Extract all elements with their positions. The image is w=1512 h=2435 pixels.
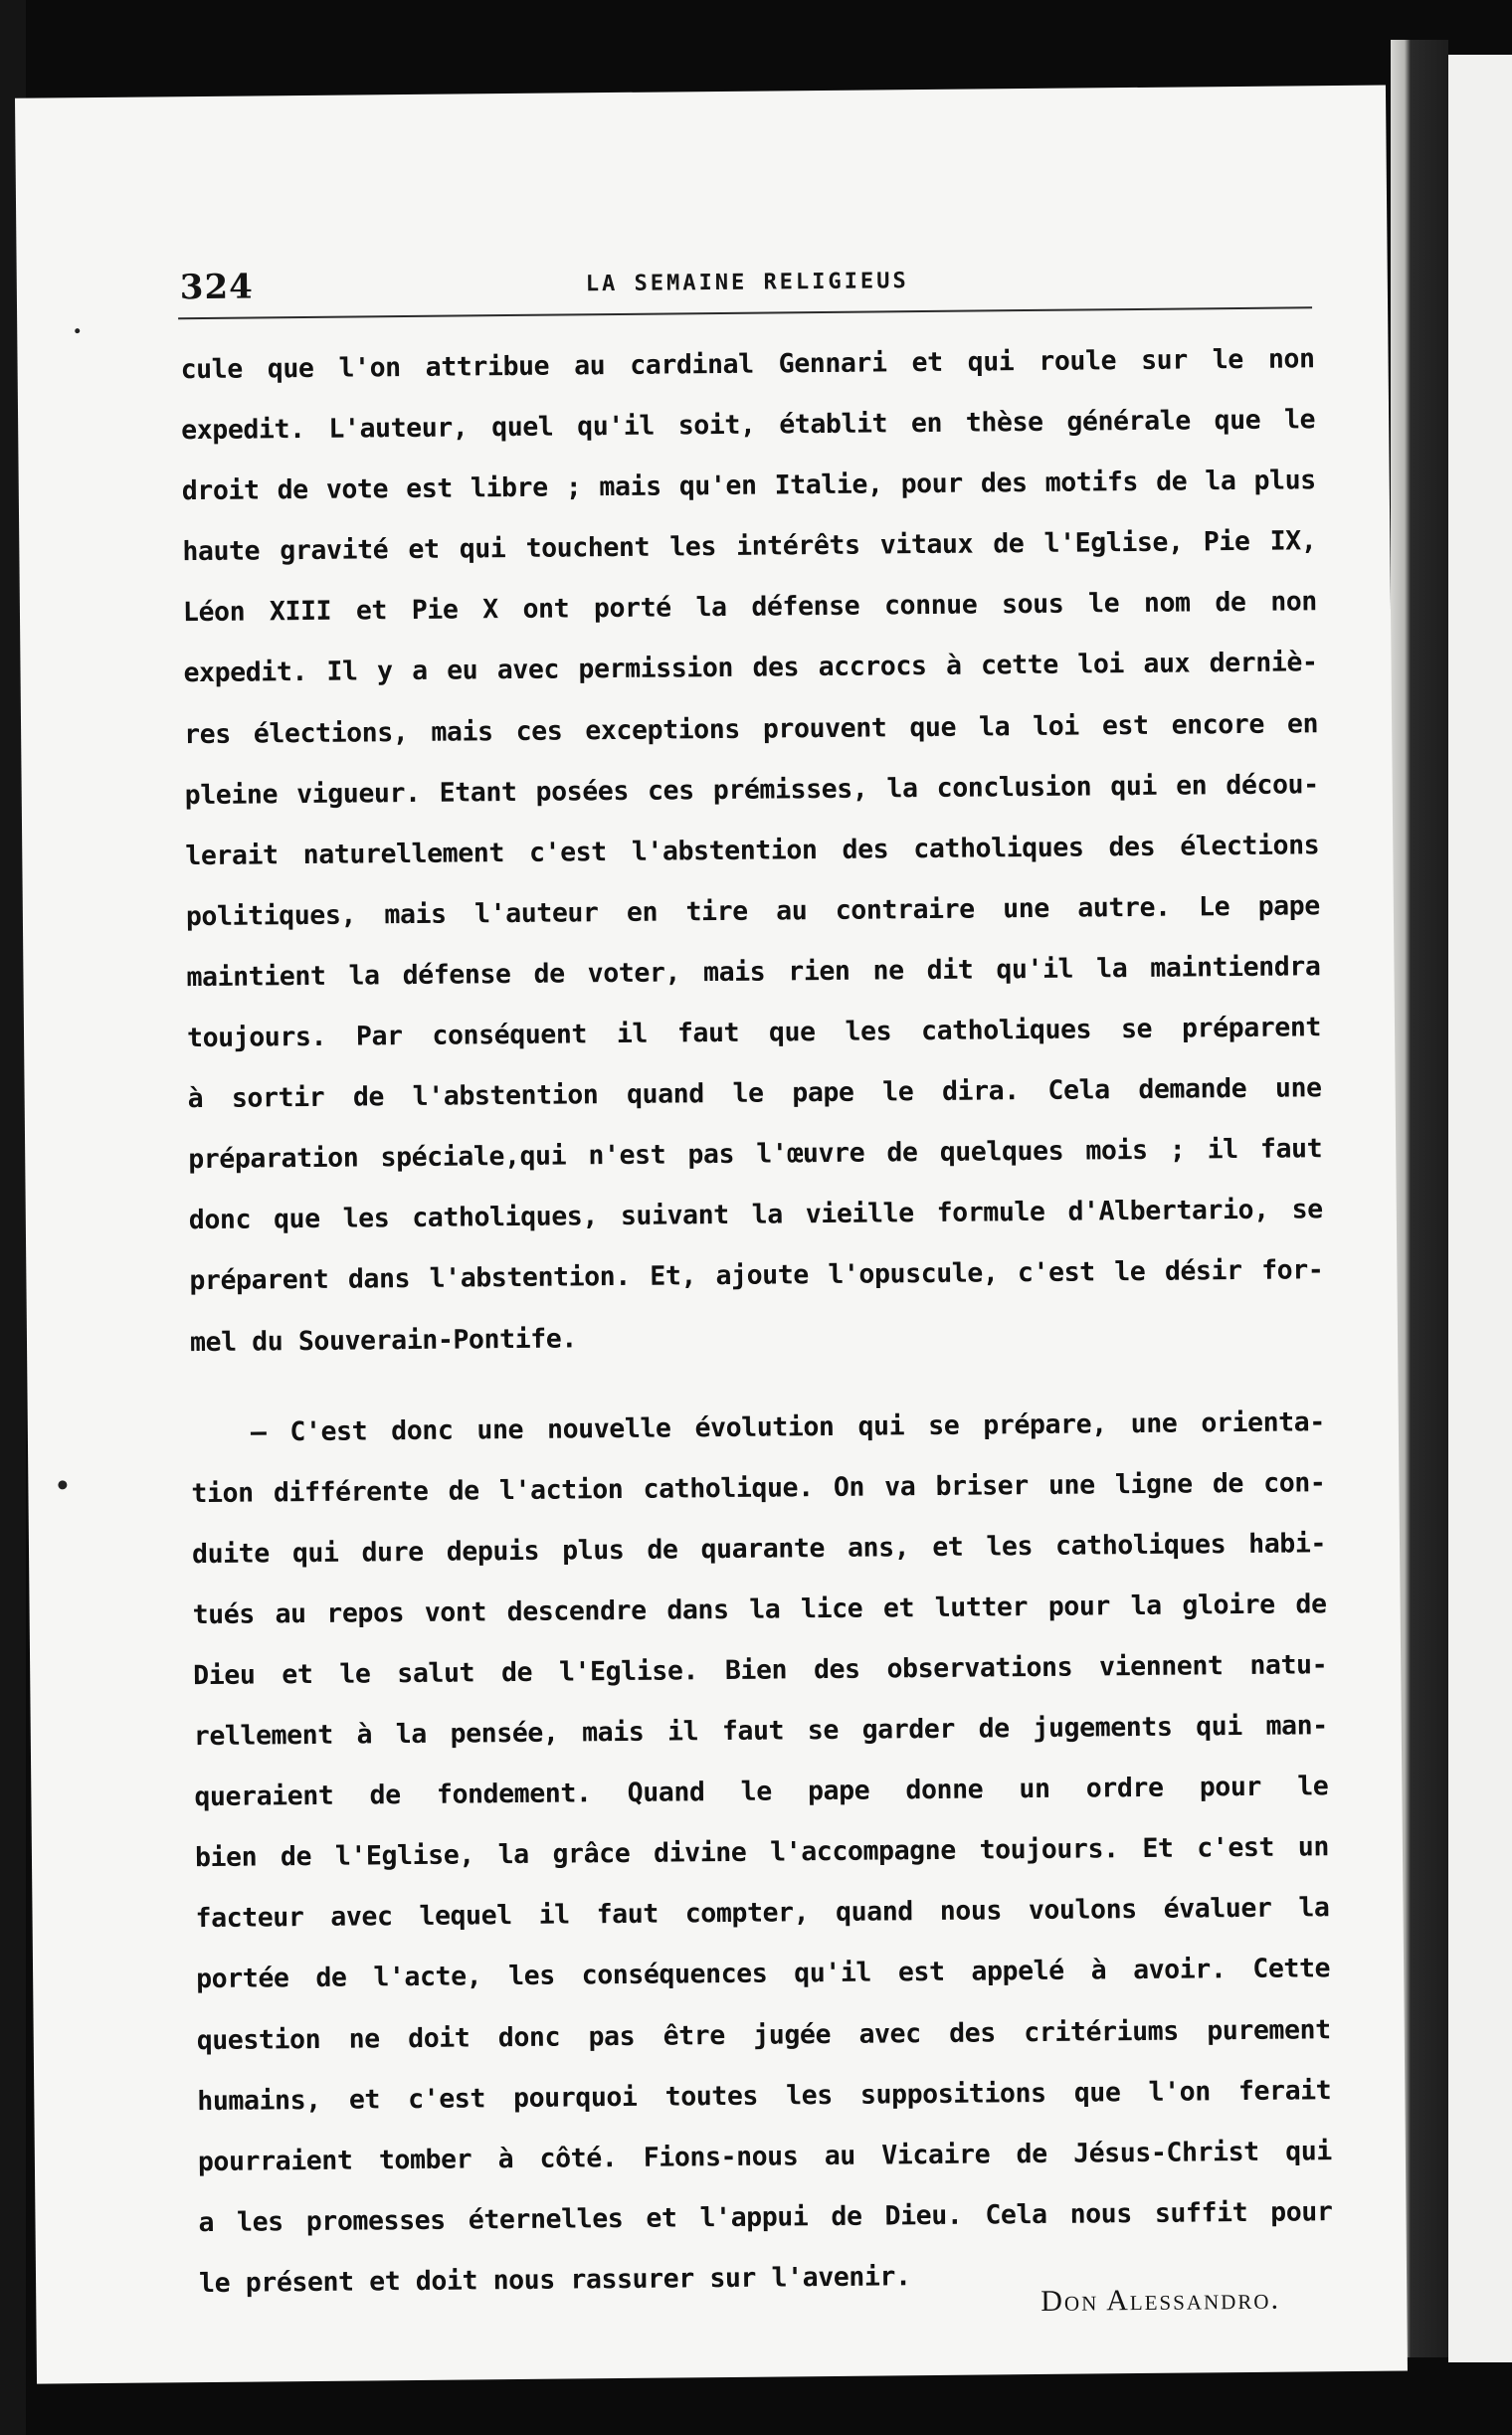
ink-speck bbox=[75, 328, 80, 333]
text-line: Léon XIII et Pie X ont porté la défense connue sous le nom de non bbox=[182, 586, 1318, 629]
text-line: bien de l'Eglise, la grâce divine l'accompagne toujours. Et c'est un bbox=[194, 1831, 1330, 1874]
text-line: res élections, mais ces exceptions prouvent que la loi est encore en bbox=[183, 707, 1319, 750]
text-line: facteur avec lequel il faut compter, quand nous voulons évaluer la bbox=[195, 1892, 1330, 1935]
text-line: Dieu et le salut de l'Eglise. Bien des observations viennent natu- bbox=[193, 1649, 1328, 1692]
text-line: mel du Souverain-Pontife. bbox=[189, 1322, 577, 1358]
running-title: LA SEMAINE RELIGIEUS bbox=[585, 269, 909, 297]
page-header bbox=[180, 257, 1314, 307]
text-line: a les promesses éternelles et l'appui de Dieu. Cela nous suffit pour bbox=[198, 2195, 1333, 2238]
text-line: rellement à la pensée, mais il faut se garder de jugements qui man- bbox=[193, 1710, 1328, 1753]
text-line: préparation spéciale,qui n'est pas l'œuvre de quelques mois ; il faut bbox=[188, 1133, 1323, 1176]
text-line: toujours. Par conséquent il faut que les catholiques se préparent bbox=[186, 1012, 1322, 1054]
text-line: haute gravité et qui touchent les intérêts vitaux de l'Eglise, Pie IX, bbox=[182, 525, 1317, 568]
ink-speck bbox=[58, 1480, 67, 1489]
text-line: à sortir de l'abstention quand le pape le dira. Cela demande une bbox=[187, 1072, 1322, 1115]
text-line: cule que l'on attribue au cardinal Gennari et qui roule sur le non bbox=[180, 343, 1315, 386]
text-line: maintient la défense de voter, mais rien ne dit qu'il la maintiendra bbox=[186, 951, 1321, 994]
text-line: politiques, mais l'auteur en tire au contraire une autre. Le pape bbox=[185, 890, 1320, 933]
paragraph-2 bbox=[191, 1392, 1334, 2314]
text-line: droit de vote est libre ; mais qu'en Italie, pour des motifs de la plus bbox=[181, 465, 1316, 507]
text-line: duite qui dure depuis plus de quarante ans, et les catholiques habi- bbox=[191, 1527, 1327, 1570]
page-number: 324 bbox=[179, 267, 255, 308]
text-line: préparent dans l'abstention. Et, ajoute l'opuscule, c'est le désir for- bbox=[189, 1254, 1324, 1297]
text-line: — C'est donc une nouvelle évolution qui se prépare, une orienta- bbox=[250, 1405, 1325, 1448]
text-line: portée de l'acte, les conséquences qu'il est appelé à avoir. Cette bbox=[196, 1953, 1331, 1995]
text-line: expedit. Il y a eu avec permission des accrocs à cette loi aux derniè- bbox=[183, 647, 1318, 689]
text-line: tués au repos vont descendre dans la lice et lutter pour la gloire de bbox=[192, 1589, 1327, 1631]
text-line: le présent et doit nous rassurer sur l'avenir. bbox=[198, 2261, 911, 2300]
text-line: donc que les catholiques, suivant la vieille formule d'Albertario, se bbox=[188, 1194, 1323, 1236]
text-line: question ne doit donc pas être jugée avec des critériums purement bbox=[196, 2013, 1331, 2056]
text-line: pleine vigueur. Etant posées ces prémisses, la conclusion qui en décou- bbox=[184, 768, 1319, 811]
text-line: queraient de fondement. Quand le pape donne un ordre pour le bbox=[194, 1771, 1329, 1813]
text-line: tion différente de l'action catholique. On va briser une ligne de con- bbox=[191, 1466, 1326, 1509]
text-line: expedit. L'auteur, quel qu'il soit, établit en thèse générale que le bbox=[181, 404, 1316, 447]
header-rule bbox=[178, 306, 1312, 319]
body-text bbox=[180, 328, 1333, 2314]
text-line: pourraient tomber à côté. Fions-nous au Vicaire de Jésus-Christ qui bbox=[197, 2135, 1333, 2177]
text-line: humains, et c'est pourquoi toutes les suppositions que l'on ferait bbox=[197, 2074, 1332, 2117]
book-page bbox=[15, 86, 1408, 2384]
text-line: lerait naturellement c'est l'abstention des catholiques des élections bbox=[185, 829, 1320, 871]
paragraph-1 bbox=[180, 328, 1324, 1372]
adjacent-page-edge bbox=[1448, 55, 1512, 2362]
author-signature: Don Alessandro. bbox=[1040, 2282, 1281, 2318]
